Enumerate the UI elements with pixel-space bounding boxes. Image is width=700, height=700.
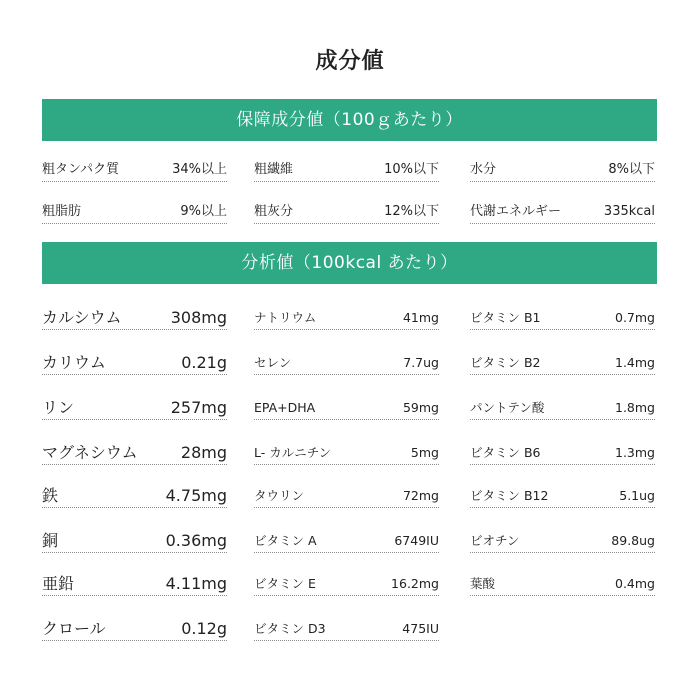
nutrient-label: マグネシウム: [42, 443, 138, 462]
analysis-item-biotin: [470, 528, 655, 553]
nutrient-value: 6749IU: [394, 533, 439, 548]
nutrient-value: 5.1ug: [619, 488, 655, 503]
analysis-item-pantothenic-acid: [470, 395, 655, 420]
nutrient-value: 0.36mg: [165, 531, 227, 550]
nutrient-label: 銅: [42, 531, 59, 550]
nutrient-value: 41mg: [402, 310, 439, 325]
nutrient-value: 16.2mg: [391, 576, 439, 591]
analysis-item-copper: [42, 528, 227, 553]
nutrient-value: 308mg: [170, 308, 227, 327]
nutrient-value: 475IU: [402, 621, 439, 636]
nutrient-label: リン: [42, 398, 75, 417]
nutrient-label: 粗タンパク質: [42, 162, 120, 177]
guaranteed-item-crude-fiber: [254, 157, 439, 182]
analysis-item-selenium: [254, 350, 439, 375]
analysis-item-vitamin-e: [254, 571, 439, 596]
nutrient-label: ナトリウム: [254, 310, 317, 325]
nutrient-label: 水分: [470, 162, 497, 177]
guaranteed-item-crude-ash: [254, 199, 439, 224]
nutrient-value: 0.21g: [181, 353, 227, 372]
analysis-item-chloride: [42, 616, 227, 641]
nutrient-value: 335kcal: [603, 204, 655, 219]
guaranteed-section-header: 保障成分値（100ｇあたり）: [42, 99, 657, 141]
analysis-item-vitamin-a: [254, 528, 439, 553]
nutrient-value: 7.7ug: [403, 355, 439, 370]
analysis-item-potassium: [42, 350, 227, 375]
nutrient-label: ビタミン B12: [470, 488, 549, 503]
analysis-item-taurine: [254, 483, 439, 508]
nutrient-value: 10%以下: [384, 162, 439, 177]
analysis-item-vitamin-b2: [470, 350, 655, 375]
analysis-item-vitamin-b6: [470, 440, 655, 465]
nutrient-label: 亜鉛: [42, 574, 75, 593]
analysis-item-iron: [42, 483, 227, 508]
nutrient-label: クロール: [42, 619, 106, 638]
nutrient-label: セレン: [254, 355, 292, 370]
analysis-item-sodium: [254, 305, 439, 330]
nutrient-label: ビタミン D3: [254, 621, 326, 636]
analysis-item-l-carnitine: [254, 440, 439, 465]
nutrient-value: 4.75mg: [165, 486, 227, 505]
nutrient-label: ビオチン: [470, 533, 520, 548]
nutrient-label: 粗脂肪: [42, 204, 82, 219]
analysis-item-epa-dha: [254, 395, 439, 420]
nutrient-value: 12%以下: [384, 204, 439, 219]
nutrient-value: 1.4mg: [615, 355, 655, 370]
nutrient-value: 1.8mg: [615, 400, 655, 415]
guaranteed-item-metabolizable-energy: [470, 199, 655, 224]
nutrient-label: 粗繊維: [254, 162, 294, 177]
analysis-item-vitamin-b1: [470, 305, 655, 330]
nutrient-value: 9%以上: [180, 204, 227, 219]
nutrient-value: 1.3mg: [615, 445, 655, 460]
nutrient-label: ビタミン B2: [470, 355, 541, 370]
nutrient-value: 59mg: [402, 400, 439, 415]
analysis-item-calcium: [42, 305, 227, 330]
nutrient-label: 粗灰分: [254, 204, 294, 219]
nutrient-label: パントテン酸: [470, 400, 545, 415]
nutrient-label: ビタミン B1: [470, 310, 541, 325]
nutrient-value: 0.12g: [181, 619, 227, 638]
analysis-item-vitamin-d3: [254, 616, 439, 641]
nutrient-label: 代謝エネルギー: [470, 204, 562, 219]
nutrient-value: 0.4mg: [615, 576, 655, 591]
analysis-item-vitamin-b12: [470, 483, 655, 508]
nutrient-label: タウリン: [254, 488, 305, 503]
analysis-item-magnesium: [42, 440, 227, 465]
nutrient-value: 34%以上: [172, 162, 227, 177]
nutrient-label: ビタミン A: [254, 533, 317, 548]
analysis-item-phosphorus: [42, 395, 227, 420]
nutrient-label: EPA+DHA: [254, 400, 316, 415]
nutrient-label: ビタミン B6: [470, 445, 541, 460]
analysis-item-folic-acid: [470, 571, 655, 596]
analysis-section-header: 分析値（100kcal あたり）: [42, 242, 657, 284]
nutrient-value: 5mg: [410, 445, 439, 460]
nutrient-label: カリウム: [42, 353, 106, 372]
nutrient-label: ビタミン E: [254, 576, 316, 591]
nutrient-value: 0.7mg: [615, 310, 655, 325]
guaranteed-item-crude-protein: [42, 157, 227, 182]
nutrient-value: 257mg: [170, 398, 227, 417]
guaranteed-item-crude-fat: [42, 199, 227, 224]
nutrient-value: 89.8ug: [611, 533, 655, 548]
nutrient-label: 葉酸: [470, 576, 496, 591]
nutrient-label: カルシウム: [42, 308, 122, 327]
nutrient-value: 4.11mg: [165, 574, 227, 593]
nutrient-label: 鉄: [42, 486, 59, 505]
nutrient-value: 28mg: [180, 443, 227, 462]
nutrient-label: L- カルニチン: [254, 445, 332, 460]
analysis-item-zinc: [42, 571, 227, 596]
guaranteed-item-moisture: [470, 157, 655, 182]
nutrient-value: 8%以下: [608, 162, 655, 177]
nutrient-value: 72mg: [402, 488, 439, 503]
page-title: 成分値: [315, 49, 385, 74]
